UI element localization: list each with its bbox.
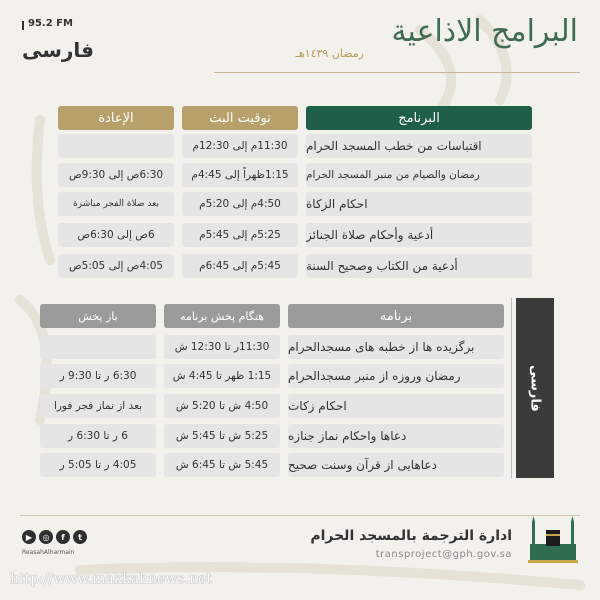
ar-row-4-program: أدعية وأحكام صلاة الجنائز [306,223,532,247]
fa-row-2-repeat: 6:30 ر تا 9:30 ر [40,364,156,388]
ar-row-2-repeat: 6:30ص إلى 9:30ص [58,163,174,187]
ar-header-broadcast: توقيت البث [182,106,298,130]
page-title: البرامج الاذاعية [391,14,578,49]
ar-row-3-broadcast: 4:50م إلى 5:20م [182,192,298,216]
fa-header-repeat: باز پخش [40,304,156,328]
ar-row-1-program: اقتباسات من خطب المسجد الحرام [306,134,532,158]
youtube-icon[interactable]: ▶ [22,530,36,544]
fa-row-5-program: دعاهایی از قرآن وسنت صحیح [288,453,504,477]
ar-row-3-program: احكام الزكاة [306,192,532,216]
twitter-icon[interactable]: t [73,530,87,544]
ar-header-program: البرنامج [306,106,532,130]
ar-row-5-program: أدعية من الكتاب وصحيح السنة [306,254,532,278]
instagram-icon[interactable]: ◎ [39,530,53,544]
fa-row-3-broadcast: 4:50 ش تا 5:20 ش [164,394,280,418]
fa-row-2-program: رمضان وروزه از منبر مسجدالحرام [288,364,504,388]
ar-row-1-repeat [58,134,174,158]
ar-row-3-repeat: بعد صلاة الفجر مباشرة [58,192,174,216]
social-icons [22,530,87,544]
ar-row-1-broadcast: 11:30م إلى 12:30م [182,134,298,158]
frequency-label: 95.2 FM [28,18,73,29]
fa-row-3-program: احکام زکات [288,394,504,418]
fa-row-1-repeat [40,335,156,359]
ar-row-4-repeat: 6ص إلى 6:30ص [58,223,174,247]
fa-row-4-broadcast: 5:25 ش تا 5:45 ش [164,424,280,448]
fa-row-5-broadcast: 5:45 ش تا 6:45 ش [164,453,280,477]
fa-row-1-broadcast: 11:30ر تا 12:30 ش [164,335,280,359]
fa-row-4-repeat: 6 ر تا 6:30 ر [40,424,156,448]
mosque-logo-icon [524,516,582,566]
ar-row-2-broadcast: 1:15ظهراً إلى 4:45م [182,163,298,187]
language-label: فارسی [22,38,95,62]
fa-header-program: برنامه [288,304,504,328]
fa-row-3-repeat: بعد از نماز فجر فورا [40,394,156,418]
page-subtitle: رمضان ١٤٣٩هـ [295,47,364,60]
organization-name: ادارة الترجمة بالمسجد الحرام [310,528,512,544]
website-watermark: http://www.makkahnews.net [10,571,212,587]
fa-row-5-repeat: 4:05 ر تا 5:05 ر [40,453,156,477]
fa-row-4-program: دعاها واحکام نماز جنازه [288,424,504,448]
social-handle: ReasahAlharmain [22,549,75,556]
farsi-divider [511,298,512,478]
ar-row-5-repeat: 4:05ص إلى 5:05ص [58,254,174,278]
fa-row-2-broadcast: 1:15 ظهر تا 4:45 ش [164,364,280,388]
farsi-side-label: فارسی [527,364,543,412]
ar-row-4-broadcast: 5:25م إلى 5:45م [182,223,298,247]
fa-row-1-program: برگزیده ها از خطبه های مسجدالحرام [288,335,504,359]
facebook-icon[interactable]: f [56,530,70,544]
title-divider [214,72,580,73]
ar-header-repeat: الإعادة [58,106,174,130]
footer-divider [20,515,580,516]
ar-row-2-program: رمضان والصيام من منبر المسجد الحرام [306,163,532,187]
organization-email[interactable]: transproject@gph.gov.sa [375,549,512,560]
frequency-bar [22,21,24,30]
ar-row-5-broadcast: 5:45م إلى 6:45م [182,254,298,278]
fa-header-broadcast: هنگام پخش برنامه [164,304,280,328]
